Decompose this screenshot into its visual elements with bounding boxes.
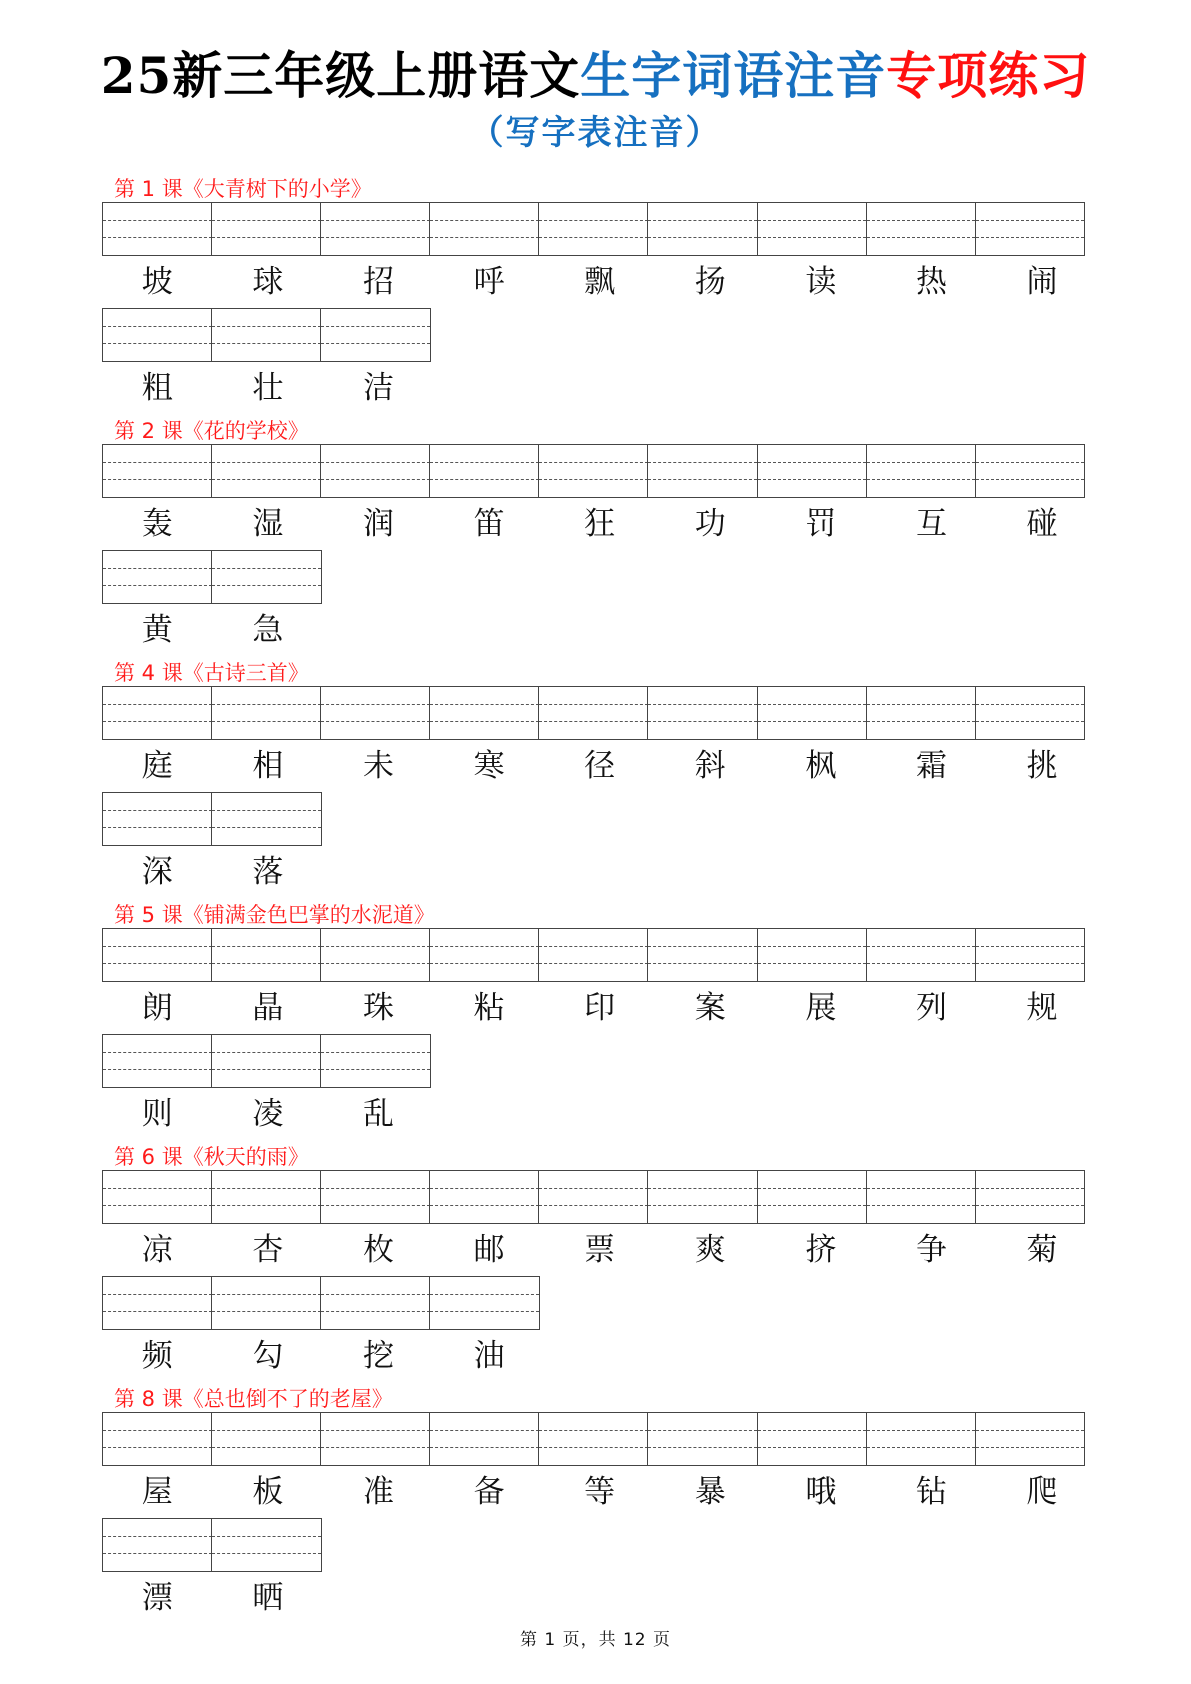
pinyin-grid-row bbox=[102, 792, 322, 846]
pinyin-writing-box[interactable] bbox=[757, 1170, 868, 1224]
title-part-blue: 生字词语注音 bbox=[580, 46, 887, 105]
pinyin-writing-box[interactable] bbox=[211, 1170, 322, 1224]
hanzi-character: 读 bbox=[805, 264, 837, 300]
pinyin-writing-box[interactable] bbox=[320, 1412, 431, 1466]
hanzi-character: 凌 bbox=[252, 1096, 284, 1132]
pinyin-writing-box[interactable] bbox=[211, 1034, 322, 1088]
pinyin-grid-row bbox=[102, 202, 1085, 256]
pinyin-writing-box[interactable] bbox=[102, 550, 213, 604]
pinyin-writing-box[interactable] bbox=[320, 928, 431, 982]
pinyin-writing-box[interactable] bbox=[975, 928, 1086, 982]
pinyin-writing-box[interactable] bbox=[320, 444, 431, 498]
hanzi-character: 闹 bbox=[1026, 264, 1058, 300]
hanzi-character: 准 bbox=[362, 1474, 394, 1510]
hanzi-character: 粗 bbox=[141, 370, 173, 406]
hanzi-character: 挤 bbox=[805, 1232, 837, 1268]
hanzi-character: 勾 bbox=[252, 1338, 284, 1374]
hanzi-character: 挑 bbox=[1026, 748, 1058, 784]
pinyin-writing-box[interactable] bbox=[538, 928, 649, 982]
pinyin-writing-box[interactable] bbox=[211, 1518, 322, 1572]
hanzi-character: 罚 bbox=[805, 506, 837, 542]
pinyin-grid-row bbox=[102, 308, 431, 362]
pinyin-writing-box[interactable] bbox=[866, 686, 977, 740]
pinyin-writing-box[interactable] bbox=[429, 1170, 540, 1224]
hanzi-character: 笛 bbox=[473, 506, 505, 542]
hanzi-character: 润 bbox=[362, 506, 394, 542]
hanzi-character: 频 bbox=[141, 1338, 173, 1374]
hanzi-character: 热 bbox=[915, 264, 947, 300]
lesson-section bbox=[102, 418, 1098, 658]
pinyin-writing-box[interactable] bbox=[320, 686, 431, 740]
hanzi-character: 案 bbox=[694, 990, 726, 1026]
hanzi-character: 狂 bbox=[584, 506, 616, 542]
pinyin-writing-box[interactable] bbox=[757, 928, 868, 982]
hanzi-character: 斜 bbox=[694, 748, 726, 784]
pinyin-writing-box[interactable] bbox=[647, 202, 758, 256]
lesson-section bbox=[102, 660, 1098, 900]
pinyin-writing-box[interactable] bbox=[866, 1412, 977, 1466]
hanzi-character: 壮 bbox=[252, 370, 284, 406]
hanzi-character: 哦 bbox=[805, 1474, 837, 1510]
pinyin-writing-box[interactable] bbox=[102, 202, 213, 256]
pinyin-writing-box[interactable] bbox=[102, 1276, 213, 1330]
character-row bbox=[102, 740, 1097, 792]
lesson-title: 第 5 课《铺满金色巴掌的水泥道》 bbox=[114, 903, 435, 927]
hanzi-character: 印 bbox=[584, 990, 616, 1026]
pinyin-writing-box[interactable] bbox=[975, 1412, 1086, 1466]
pinyin-writing-box[interactable] bbox=[429, 202, 540, 256]
pinyin-writing-box[interactable] bbox=[102, 308, 213, 362]
lesson-section bbox=[102, 1144, 1098, 1384]
pinyin-writing-box[interactable] bbox=[757, 1412, 868, 1466]
pinyin-writing-box[interactable] bbox=[647, 686, 758, 740]
pinyin-writing-box[interactable] bbox=[211, 1276, 322, 1330]
pinyin-writing-box[interactable] bbox=[975, 686, 1086, 740]
title-part-red: 专项练习 bbox=[886, 46, 1091, 105]
hanzi-character: 招 bbox=[362, 264, 394, 300]
hanzi-character: 球 bbox=[252, 264, 284, 300]
pinyin-writing-box[interactable] bbox=[320, 308, 431, 362]
hanzi-character: 飘 bbox=[584, 264, 616, 300]
pinyin-writing-box[interactable] bbox=[211, 928, 322, 982]
pinyin-writing-box[interactable] bbox=[429, 686, 540, 740]
pinyin-writing-box[interactable] bbox=[102, 1412, 213, 1466]
hanzi-character: 则 bbox=[141, 1096, 173, 1132]
hanzi-character: 漂 bbox=[141, 1580, 173, 1616]
hanzi-character: 挖 bbox=[362, 1338, 394, 1374]
hanzi-character: 邮 bbox=[473, 1232, 505, 1268]
hanzi-character: 黄 bbox=[141, 612, 173, 648]
pinyin-writing-box[interactable] bbox=[757, 444, 868, 498]
pinyin-writing-box[interactable] bbox=[647, 928, 758, 982]
character-row bbox=[102, 1330, 544, 1382]
hanzi-character: 暴 bbox=[694, 1474, 726, 1510]
pinyin-grid-row bbox=[102, 444, 1085, 498]
pinyin-writing-box[interactable] bbox=[647, 444, 758, 498]
hanzi-character: 互 bbox=[915, 506, 947, 542]
pinyin-writing-box[interactable] bbox=[538, 1412, 649, 1466]
character-row bbox=[102, 362, 434, 414]
pinyin-writing-box[interactable] bbox=[975, 202, 1086, 256]
lesson-title: 第 2 课《花的学校》 bbox=[114, 419, 309, 443]
pinyin-writing-box[interactable] bbox=[102, 686, 213, 740]
character-row bbox=[102, 982, 1097, 1034]
pinyin-writing-box[interactable] bbox=[102, 1518, 213, 1572]
pinyin-writing-box[interactable] bbox=[102, 792, 213, 846]
pinyin-writing-box[interactable] bbox=[975, 444, 1086, 498]
hanzi-character: 钻 bbox=[915, 1474, 947, 1510]
pinyin-writing-box[interactable] bbox=[320, 1276, 431, 1330]
hanzi-character: 粘 bbox=[473, 990, 505, 1026]
character-row bbox=[102, 256, 1097, 308]
hanzi-character: 杏 bbox=[252, 1232, 284, 1268]
hanzi-character: 展 bbox=[805, 990, 837, 1026]
page-footer: 第 1 页，共 12 页 bbox=[519, 1630, 672, 1650]
hanzi-character: 板 bbox=[252, 1474, 284, 1510]
hanzi-character: 深 bbox=[141, 854, 173, 890]
pinyin-writing-box[interactable] bbox=[866, 444, 977, 498]
hanzi-character: 寒 bbox=[473, 748, 505, 784]
hanzi-character: 霜 bbox=[915, 748, 947, 784]
pinyin-grid-row bbox=[102, 550, 322, 604]
hanzi-character: 乱 bbox=[362, 1096, 394, 1132]
lesson-title: 第 8 课《总也倒不了的老屋》 bbox=[114, 1387, 393, 1411]
page-subtitle: （写字表注音） bbox=[469, 113, 722, 153]
lesson-title: 第 6 课《秋天的雨》 bbox=[114, 1145, 309, 1169]
pinyin-writing-box[interactable] bbox=[538, 1170, 649, 1224]
hanzi-character: 湿 bbox=[252, 506, 284, 542]
hanzi-character: 轰 bbox=[141, 506, 173, 542]
hanzi-character: 坡 bbox=[141, 264, 173, 300]
character-row bbox=[102, 846, 323, 898]
hanzi-character: 枫 bbox=[805, 748, 837, 784]
hanzi-character: 珠 bbox=[362, 990, 394, 1026]
hanzi-character: 急 bbox=[252, 612, 284, 648]
title-part-black: 25新三年级上册语文 bbox=[100, 46, 581, 105]
hanzi-character: 相 bbox=[252, 748, 284, 784]
pinyin-writing-box[interactable] bbox=[757, 686, 868, 740]
character-row bbox=[102, 604, 323, 656]
pinyin-grid-row bbox=[102, 1518, 322, 1572]
pinyin-grid-row bbox=[102, 1170, 1085, 1224]
hanzi-character: 规 bbox=[1026, 990, 1058, 1026]
lesson-section bbox=[102, 902, 1098, 1142]
hanzi-character: 朗 bbox=[141, 990, 173, 1026]
pinyin-grid-row bbox=[102, 1034, 431, 1088]
pinyin-writing-box[interactable] bbox=[647, 1170, 758, 1224]
pinyin-writing-box[interactable] bbox=[211, 202, 322, 256]
character-row bbox=[102, 1466, 1097, 1518]
hanzi-character: 票 bbox=[584, 1232, 616, 1268]
hanzi-character: 扬 bbox=[694, 264, 726, 300]
hanzi-character: 屋 bbox=[141, 1474, 173, 1510]
pinyin-writing-box[interactable] bbox=[866, 928, 977, 982]
pinyin-writing-box[interactable] bbox=[429, 444, 540, 498]
pinyin-writing-box[interactable] bbox=[102, 1034, 213, 1088]
pinyin-writing-box[interactable] bbox=[211, 792, 322, 846]
pinyin-writing-box[interactable] bbox=[538, 686, 649, 740]
pinyin-writing-box[interactable] bbox=[320, 1034, 431, 1088]
pinyin-grid-row bbox=[102, 928, 1085, 982]
hanzi-character: 洁 bbox=[362, 370, 394, 406]
page-title bbox=[0, 46, 1191, 106]
character-row bbox=[102, 1572, 323, 1624]
pinyin-writing-box[interactable] bbox=[429, 1412, 540, 1466]
hanzi-character: 爽 bbox=[694, 1232, 726, 1268]
lesson-title: 第 1 课《大青树下的小学》 bbox=[114, 177, 372, 201]
pinyin-writing-box[interactable] bbox=[647, 1412, 758, 1466]
pinyin-writing-box[interactable] bbox=[211, 444, 322, 498]
hanzi-character: 晒 bbox=[252, 1580, 284, 1616]
hanzi-character: 菊 bbox=[1026, 1232, 1058, 1268]
pinyin-writing-box[interactable] bbox=[211, 686, 322, 740]
pinyin-writing-box[interactable] bbox=[429, 928, 540, 982]
pinyin-writing-box[interactable] bbox=[429, 1276, 540, 1330]
pinyin-writing-box[interactable] bbox=[102, 928, 213, 982]
hanzi-character: 落 bbox=[252, 854, 284, 890]
pinyin-writing-box[interactable] bbox=[538, 444, 649, 498]
hanzi-character: 庭 bbox=[141, 748, 173, 784]
pinyin-grid-row bbox=[102, 1276, 540, 1330]
pinyin-writing-box[interactable] bbox=[320, 202, 431, 256]
hanzi-character: 备 bbox=[473, 1474, 505, 1510]
hanzi-character: 列 bbox=[915, 990, 947, 1026]
character-row bbox=[102, 498, 1097, 550]
lesson-title: 第 4 课《古诗三首》 bbox=[114, 661, 309, 685]
hanzi-character: 功 bbox=[694, 506, 726, 542]
pinyin-writing-box[interactable] bbox=[866, 202, 977, 256]
hanzi-character: 碰 bbox=[1026, 506, 1058, 542]
pinyin-grid-row bbox=[102, 1412, 1085, 1466]
pinyin-writing-box[interactable] bbox=[866, 1170, 977, 1224]
pinyin-writing-box[interactable] bbox=[320, 1170, 431, 1224]
pinyin-writing-box[interactable] bbox=[975, 1170, 1086, 1224]
pinyin-grid-row bbox=[102, 686, 1085, 740]
hanzi-character: 爬 bbox=[1026, 1474, 1058, 1510]
hanzi-character: 油 bbox=[473, 1338, 505, 1374]
pinyin-writing-box[interactable] bbox=[211, 550, 322, 604]
hanzi-character: 晶 bbox=[252, 990, 284, 1026]
pinyin-writing-box[interactable] bbox=[211, 308, 322, 362]
pinyin-writing-box[interactable] bbox=[757, 202, 868, 256]
hanzi-character: 凉 bbox=[141, 1232, 173, 1268]
hanzi-character: 争 bbox=[915, 1232, 947, 1268]
character-row bbox=[102, 1088, 434, 1140]
hanzi-character: 呼 bbox=[473, 264, 505, 300]
hanzi-character: 枚 bbox=[362, 1232, 394, 1268]
lesson-section bbox=[102, 176, 1098, 416]
hanzi-character: 径 bbox=[584, 748, 616, 784]
hanzi-character: 等 bbox=[584, 1474, 616, 1510]
lesson-section bbox=[102, 1386, 1098, 1626]
pinyin-writing-box[interactable] bbox=[102, 1170, 213, 1224]
pinyin-writing-box[interactable] bbox=[538, 202, 649, 256]
hanzi-character: 未 bbox=[362, 748, 394, 784]
character-row bbox=[102, 1224, 1097, 1276]
pinyin-writing-box[interactable] bbox=[211, 1412, 322, 1466]
pinyin-writing-box[interactable] bbox=[102, 444, 213, 498]
